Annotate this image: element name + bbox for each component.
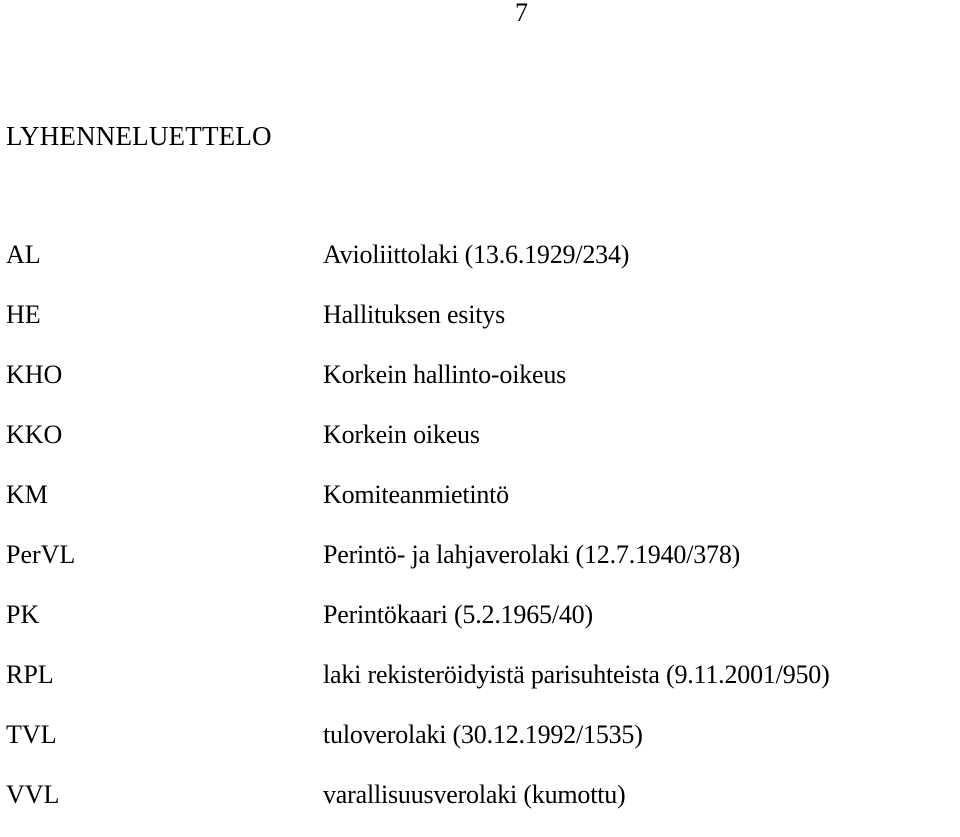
abbreviation: VVL bbox=[6, 780, 60, 809]
abbreviation: PerVL bbox=[6, 540, 76, 569]
list-item bbox=[6, 477, 960, 537]
definition: Hallituksen esitys bbox=[323, 300, 505, 329]
list-item bbox=[6, 597, 960, 657]
definition: Korkein hallinto-oikeus bbox=[323, 360, 567, 389]
abbreviation: KHO bbox=[6, 360, 63, 389]
list-item bbox=[6, 777, 960, 837]
abbreviation: HE bbox=[6, 300, 41, 329]
definition: Avioliittolaki (13.6.1929/234) bbox=[323, 240, 630, 269]
abbreviation: RPL bbox=[6, 660, 54, 689]
list-item bbox=[6, 237, 960, 297]
definition: Komiteanmietintö bbox=[323, 480, 509, 509]
abbreviation: AL bbox=[6, 240, 41, 269]
definition: varallisuusverolaki (kumottu) bbox=[323, 780, 626, 809]
abbreviation: PK bbox=[6, 600, 40, 629]
list-item bbox=[6, 297, 960, 357]
definition: tuloverolaki (30.12.1992/1535) bbox=[323, 720, 643, 749]
list-item bbox=[6, 417, 960, 477]
definition: Perintö- ja lahjaverolaki (12.7.1940/378) bbox=[323, 540, 741, 569]
list-item bbox=[6, 717, 960, 777]
abbreviation-list bbox=[6, 237, 960, 837]
definition: Perintökaari (5.2.1965/40) bbox=[323, 600, 593, 629]
definition: Korkein oikeus bbox=[323, 420, 480, 449]
list-item bbox=[6, 537, 960, 597]
definition: laki rekisteröidyistä parisuhteista (9.11.2001/950) bbox=[323, 660, 830, 689]
page-number: 7 bbox=[515, 0, 528, 27]
list-item bbox=[6, 357, 960, 417]
abbreviation: KM bbox=[6, 480, 48, 509]
abbreviation: TVL bbox=[6, 720, 57, 749]
page-title: LYHENNELUETTELO bbox=[6, 121, 272, 151]
abbreviation: KKO bbox=[6, 420, 63, 449]
list-item bbox=[6, 657, 960, 717]
